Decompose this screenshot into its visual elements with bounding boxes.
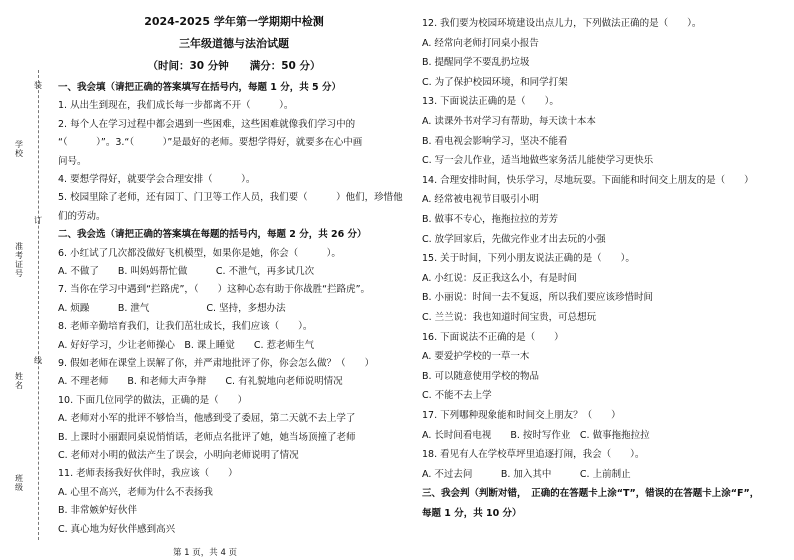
page-footer: 第 1 页，共 4 页 <box>172 548 238 558</box>
question-line: A. 老师对小军的批评不够恰当，他感到受了委屈，第二天就不去上学了 <box>58 413 356 425</box>
question-line: 2. 每个人在学习过程中都会遇到一些困难，这些困难就像我们学习中的 <box>58 118 356 130</box>
exam-title: 2024-2025 学年第一学期期中检测 <box>144 15 324 28</box>
question-line: 18. 看见有人在学校草坪里追逐打闹，我会（ ）。 <box>422 449 645 461</box>
binding-dashed-line <box>38 70 39 540</box>
binding-class-label: 班级 <box>15 474 23 492</box>
question-line: B. 可以随意使用学校的物品 <box>422 370 540 382</box>
binding-mark: 订 <box>34 216 42 225</box>
question-line: C. 为了保护校园环境，和同学打架 <box>422 76 568 88</box>
question-line: A. 经常被电视节目吸引小明 <box>422 194 539 206</box>
binding-student-id-label: 准考证号 <box>15 242 23 278</box>
question-line: 6. 小红试了几次都没做好飞机模型，如果你是她，你会（ ）。 <box>58 247 341 259</box>
question-line: C. 兰兰说：我也知道时间宝贵，可总想玩 <box>422 312 597 323</box>
question-line: 10. 下面几位同学的做法，正确的是（ ） <box>58 394 248 406</box>
question-line: C. 真心地为好伙伴感到高兴 <box>58 523 176 535</box>
question-line: 17. 下列哪种现象能和时间交上朋友？（ ） <box>422 410 621 421</box>
question-line: 们的劳动。 <box>58 210 106 222</box>
question-line: A. 读课外书对学习有帮助，每天读十本本 <box>422 116 596 127</box>
question-line: “（ ）”。3.“（ ）”是最好的老师。要想学得好，就要多在心中画 <box>58 137 363 149</box>
question-line: A. 不做了 B. 叫妈妈帮忙做 C. 不泄气，再多试几次 <box>58 266 315 277</box>
question-line: 7. 当你在学习中遇到“拦路虎”，（ ）这种心态有助于你战胜“拦路虎”。 <box>58 284 371 296</box>
section-heading: 三、我会判（判断对错， 正确的在答题卡上涂“T”，错误的在答题卡上涂“F”， <box>422 488 760 500</box>
question-line: 4. 要想学得好，就要学会合理安排（ ）。 <box>58 174 256 185</box>
question-line: B. 小丽说：时间一去不复返，所以我们要应该珍惜时间 <box>422 292 654 304</box>
question-line: 5. 校园里除了老师，还有园丁、门卫等工作人员，我们要（ ）他们，珍惜他 <box>58 192 403 204</box>
question-line: A. 烦躁 B. 泄气 C. 坚持，多想办法 <box>58 302 286 314</box>
question-line: B. 提醒同学不要乱扔垃圾 <box>422 57 530 69</box>
question-line: 11. 老师表扬我好伙伴时，我应该（ ） <box>58 468 238 480</box>
question-line: 9. 假如老师在课堂上误解了你，并严肃地批评了你，你会怎么做？（ ） <box>58 358 375 369</box>
question-line: A. 心里不高兴，老师为什么不表扬我 <box>58 486 213 498</box>
question-line: A. 好好学习，少让老师操心 B. 课上睡觉 C. 惹老师生气 <box>58 339 315 351</box>
question-line: B. 看电视会影响学习，坚决不能看 <box>422 135 568 147</box>
binding-mark: 装 <box>34 81 42 90</box>
question-line: 15. 关于时间，下列小朋友说法正确的是（ ）。 <box>422 253 635 265</box>
binding-mark: 线 <box>34 356 42 365</box>
question-line: C. 放学回家后，先做完作业才出去玩的小强 <box>422 233 606 245</box>
section-heading: 每题 1 分，共 10 分） <box>422 508 522 519</box>
question-line: B. 上课时小丽跟同桌说悄悄话，老师点名批评了她，她当场顶撞了老师 <box>58 431 356 443</box>
question-line: C. 老师对小明的做法产生了误会，小明向老师说明了情况 <box>58 450 299 461</box>
question-line: A. 要爱护学校的一草一木 <box>422 351 530 363</box>
question-line: A. 经常向老师打同桌小报告 <box>422 37 539 49</box>
section-heading: 二、我会选（请把正确的答案填在每题的括号内，每题 2 分，共 26 分） <box>58 229 367 241</box>
question-line: C. 写一会儿作业，适当地做些家务活儿能使学习更快乐 <box>422 155 654 167</box>
binding-school-label: 学校 <box>15 140 23 158</box>
question-line: 1. 从出生到现在，我们成长每一步都离不开（ ）。 <box>58 100 294 112</box>
section-heading: 一、我会填（请把正确的答案填写在括号内，每题 1 分，共 5 分） <box>58 82 341 93</box>
question-line: A. 小红说：反正我这么小，有是时间 <box>422 272 577 284</box>
exam-time-score: （时间：30 分钟 满分：50 分） <box>147 60 321 72</box>
binding-name-label: 姓名 <box>15 372 23 390</box>
question-line: 16. 下面说法不正确的是（ ） <box>422 331 564 343</box>
question-line: 8. 老师辛勤培育我们，让我们茁壮成长，我们应该（ ）。 <box>58 321 313 333</box>
question-line: A. 不理老师 B. 和老师大声争辩 C. 有礼貌地向老师说明情况 <box>58 376 343 388</box>
question-line: A. 长时间看电视 B. 按时写作业 C. 做事拖拖拉拉 <box>422 429 650 441</box>
question-line: 14. 合理安排时间，快乐学习，尽地玩耍。下面能和时间交上朋友的是（ ） <box>422 174 754 186</box>
question-line: 13. 下面说法正确的是（ ）。 <box>422 96 559 108</box>
question-line: B. 做事不专心，拖拖拉拉的芳芳 <box>422 214 559 225</box>
question-line: A. 不过去问 B. 加入其中 C. 上前制止 <box>422 468 631 480</box>
exam-subtitle: 三年级道德与法治试题 <box>179 37 289 50</box>
question-line: C. 不能不去上学 <box>422 390 492 402</box>
question-line: 问号。 <box>58 155 87 167</box>
question-line: B. 非常嫉妒好伙伴 <box>58 505 138 517</box>
question-line: 12. 我们要为校园环境建设出点儿力，下列做法正确的是（ ）。 <box>422 18 702 29</box>
